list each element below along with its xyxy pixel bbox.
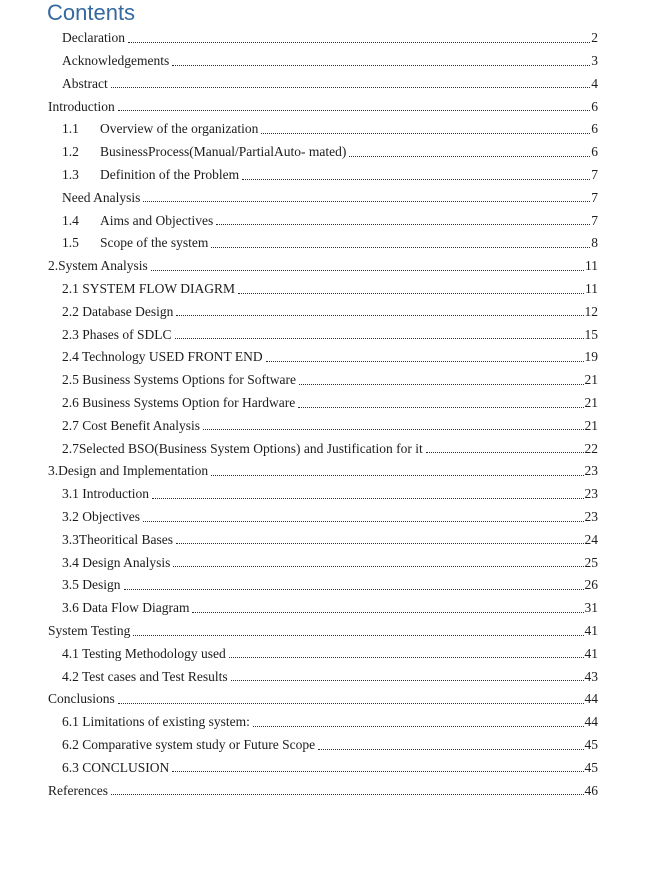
dot-leader <box>172 771 583 772</box>
toc-entry[interactable] <box>48 368 598 391</box>
dot-leader <box>253 726 584 727</box>
toc-entry[interactable] <box>48 140 598 163</box>
toc-entry[interactable] <box>48 345 598 368</box>
toc-entry-page: 19 <box>584 349 598 365</box>
toc-entry-page: 21 <box>584 417 598 433</box>
dot-leader <box>299 384 584 385</box>
dot-leader <box>211 247 590 248</box>
toc-entry-label: Conclusions <box>48 691 115 707</box>
dot-leader <box>118 110 591 111</box>
toc-entry-page: 46 <box>584 782 598 798</box>
toc-entry[interactable] <box>48 414 598 437</box>
toc-entry-label: 2.System Analysis <box>48 258 148 274</box>
toc-entry[interactable] <box>48 163 598 186</box>
toc-entry-page: 31 <box>584 600 598 616</box>
toc-entry-label: 6.3 CONCLUSION <box>62 759 170 775</box>
toc-entry-label: 2.7Selected BSO(Business System Options) and Justification for it <box>62 440 423 456</box>
toc-entry-label: 2.4 Technology USED FRONT END <box>62 349 263 365</box>
toc-entry-page: 7 <box>591 212 598 228</box>
toc-entry[interactable] <box>48 186 598 209</box>
toc-entry[interactable] <box>48 49 598 72</box>
dot-leader <box>203 429 584 430</box>
toc-entry-page: 45 <box>584 736 598 752</box>
toc-entry[interactable] <box>48 72 598 95</box>
dot-leader <box>111 87 591 88</box>
toc-entry[interactable] <box>48 277 598 300</box>
toc-entry-label: 2.2 Database Design <box>62 303 174 319</box>
toc-entry-page: 4 <box>591 75 598 91</box>
toc-entry-page: 2 <box>591 30 598 46</box>
toc-entry[interactable] <box>48 300 598 323</box>
dot-leader <box>128 42 590 43</box>
dot-leader <box>118 703 584 704</box>
toc-entry[interactable] <box>48 664 598 687</box>
toc-entry-page: 44 <box>584 691 598 707</box>
toc-entry-number: 1.3 <box>62 167 79 183</box>
toc-entry[interactable] <box>48 778 598 801</box>
toc-entry-page: 43 <box>584 668 598 684</box>
toc-entry[interactable] <box>48 391 598 414</box>
toc-entry-page: 3 <box>591 53 598 69</box>
toc-entry-page: 23 <box>584 509 598 525</box>
dot-leader <box>173 566 583 567</box>
toc-entry-page: 23 <box>584 486 598 502</box>
toc-entry-label: 2.1 SYSTEM FLOW DIAGRM <box>62 281 236 297</box>
toc-entry[interactable] <box>48 619 598 642</box>
page-title: Contents <box>47 0 136 25</box>
toc-entry-label: 2.3 Phases of SDLC <box>62 326 172 342</box>
toc-entry-label: 6.2 Comparative system study or Future Scope <box>62 736 316 752</box>
dot-leader <box>124 589 584 590</box>
toc-entry[interactable] <box>48 573 598 596</box>
toc-entry-label: References <box>48 782 108 798</box>
toc-entry[interactable] <box>48 436 598 459</box>
toc-entry-page: 44 <box>584 714 598 730</box>
toc-entry-page: 25 <box>584 554 598 570</box>
dot-leader <box>172 65 590 66</box>
toc-entry-label: Definition of the Problem <box>100 167 240 183</box>
toc-entry[interactable] <box>48 596 598 619</box>
toc-entry[interactable] <box>48 482 598 505</box>
dot-leader <box>211 475 583 476</box>
toc-entry-page: 22 <box>584 440 598 456</box>
toc-entry-label: System Testing <box>48 623 131 638</box>
dot-leader <box>175 338 584 339</box>
dot-leader <box>176 315 583 316</box>
toc-entry-label: Introduction <box>48 98 115 114</box>
dot-leader <box>111 794 584 795</box>
toc-entry-page: 21 <box>584 372 598 388</box>
toc-entry-label: 3.Design and Implementation <box>48 463 209 479</box>
dot-leader <box>231 680 584 681</box>
dot-leader <box>426 452 584 453</box>
toc-entry-label: Aims and Objectives <box>100 212 214 228</box>
table-of-contents <box>48 26 598 801</box>
toc-entry[interactable] <box>48 254 598 277</box>
toc-entry-page: 7 <box>591 189 598 205</box>
toc-entry-label: Abstract <box>62 75 108 91</box>
toc-entry-page: 41 <box>584 623 598 638</box>
toc-entry[interactable] <box>48 756 598 779</box>
dot-leader <box>133 635 583 636</box>
toc-entry-page: 45 <box>584 759 598 775</box>
dot-leader <box>349 156 590 157</box>
dot-leader <box>192 612 583 613</box>
toc-entry-number: 1.4 <box>62 212 79 228</box>
toc-entry[interactable] <box>48 322 598 345</box>
toc-entry-page: 7 <box>591 167 598 183</box>
dot-leader <box>266 361 584 362</box>
toc-entry-page: 21 <box>584 395 598 411</box>
dot-leader <box>229 657 584 658</box>
toc-entry-label: 4.2 Test cases and Test Results <box>62 668 228 684</box>
toc-entry-label: 3.3Theoritical Bases <box>62 531 173 547</box>
toc-entry-label: Overview of the organization <box>100 121 259 137</box>
toc-entry-number: 1.2 <box>62 144 79 160</box>
toc-entry-label: 3.5 Design <box>62 577 121 593</box>
toc-entry-page: 6 <box>591 144 598 160</box>
toc-entry-label: Scope of the system <box>100 235 209 251</box>
dot-leader <box>152 498 584 499</box>
toc-entry-page: 6 <box>591 98 598 114</box>
toc-entry-label: 2.6 Business Systems Option for Hardware <box>62 395 296 411</box>
dot-leader <box>143 201 590 202</box>
dot-leader <box>298 407 583 408</box>
toc-entry-label: 4.1 Testing Methodology used <box>62 645 226 661</box>
toc-entry-page: 23 <box>584 463 598 479</box>
toc-entry[interactable] <box>48 642 598 665</box>
toc-entry-page: 6 <box>591 121 598 137</box>
dot-leader <box>151 270 584 271</box>
toc-entry-label: Declaration <box>62 30 125 46</box>
toc-entry-label: 3.2 Objectives <box>62 509 140 525</box>
toc-entry-page: 8 <box>591 235 598 251</box>
toc-entry-number: 1.1 <box>62 121 79 137</box>
toc-entry-page: 41 <box>584 645 598 661</box>
dot-leader <box>242 179 590 180</box>
dot-leader <box>143 521 584 522</box>
toc-entry[interactable] <box>48 733 598 756</box>
toc-entry-label: Acknowledgements <box>62 53 170 69</box>
toc-entry-page: 15 <box>584 326 598 342</box>
toc-entry-label: Need Analysis <box>62 189 141 205</box>
toc-entry-page: 11 <box>585 281 598 297</box>
toc-entry[interactable] <box>48 528 598 551</box>
dot-leader <box>216 224 590 225</box>
toc-entry[interactable] <box>48 117 598 140</box>
dot-leader <box>238 293 584 294</box>
toc-entry-page: 12 <box>584 303 598 319</box>
toc-entry-page: 26 <box>584 577 598 593</box>
toc-entry-label: 2.7 Cost Benefit Analysis <box>62 417 200 433</box>
toc-entry[interactable] <box>48 505 598 528</box>
toc-entry[interactable] <box>48 687 598 710</box>
toc-entry-page: 24 <box>584 531 598 547</box>
dot-leader <box>318 749 583 750</box>
toc-entry-number: 1.5 <box>62 235 79 251</box>
dot-leader <box>261 133 590 134</box>
toc-entry-label: BusinessProcess(Manual/PartialAuto- mated) <box>100 144 347 160</box>
toc-entry-label: 6.1 Limitations of existing system: <box>62 714 250 730</box>
toc-entry-label: 3.4 Design Analysis <box>62 554 171 570</box>
toc-entry[interactable] <box>48 94 598 117</box>
toc-entry-label: 2.5 Business Systems Options for Software <box>62 372 296 388</box>
dot-leader <box>176 543 584 544</box>
toc-entry[interactable] <box>48 550 598 573</box>
toc-entry[interactable] <box>48 231 598 254</box>
toc-entry-label: 3.1 Introduction <box>62 486 149 502</box>
toc-entry[interactable] <box>48 459 598 482</box>
toc-entry-label: 3.6 Data Flow Diagram <box>62 600 190 616</box>
toc-entry[interactable] <box>48 710 598 733</box>
toc-entry[interactable] <box>48 26 598 49</box>
toc-entry-page: 11 <box>585 258 598 274</box>
toc-entry[interactable] <box>48 208 598 231</box>
